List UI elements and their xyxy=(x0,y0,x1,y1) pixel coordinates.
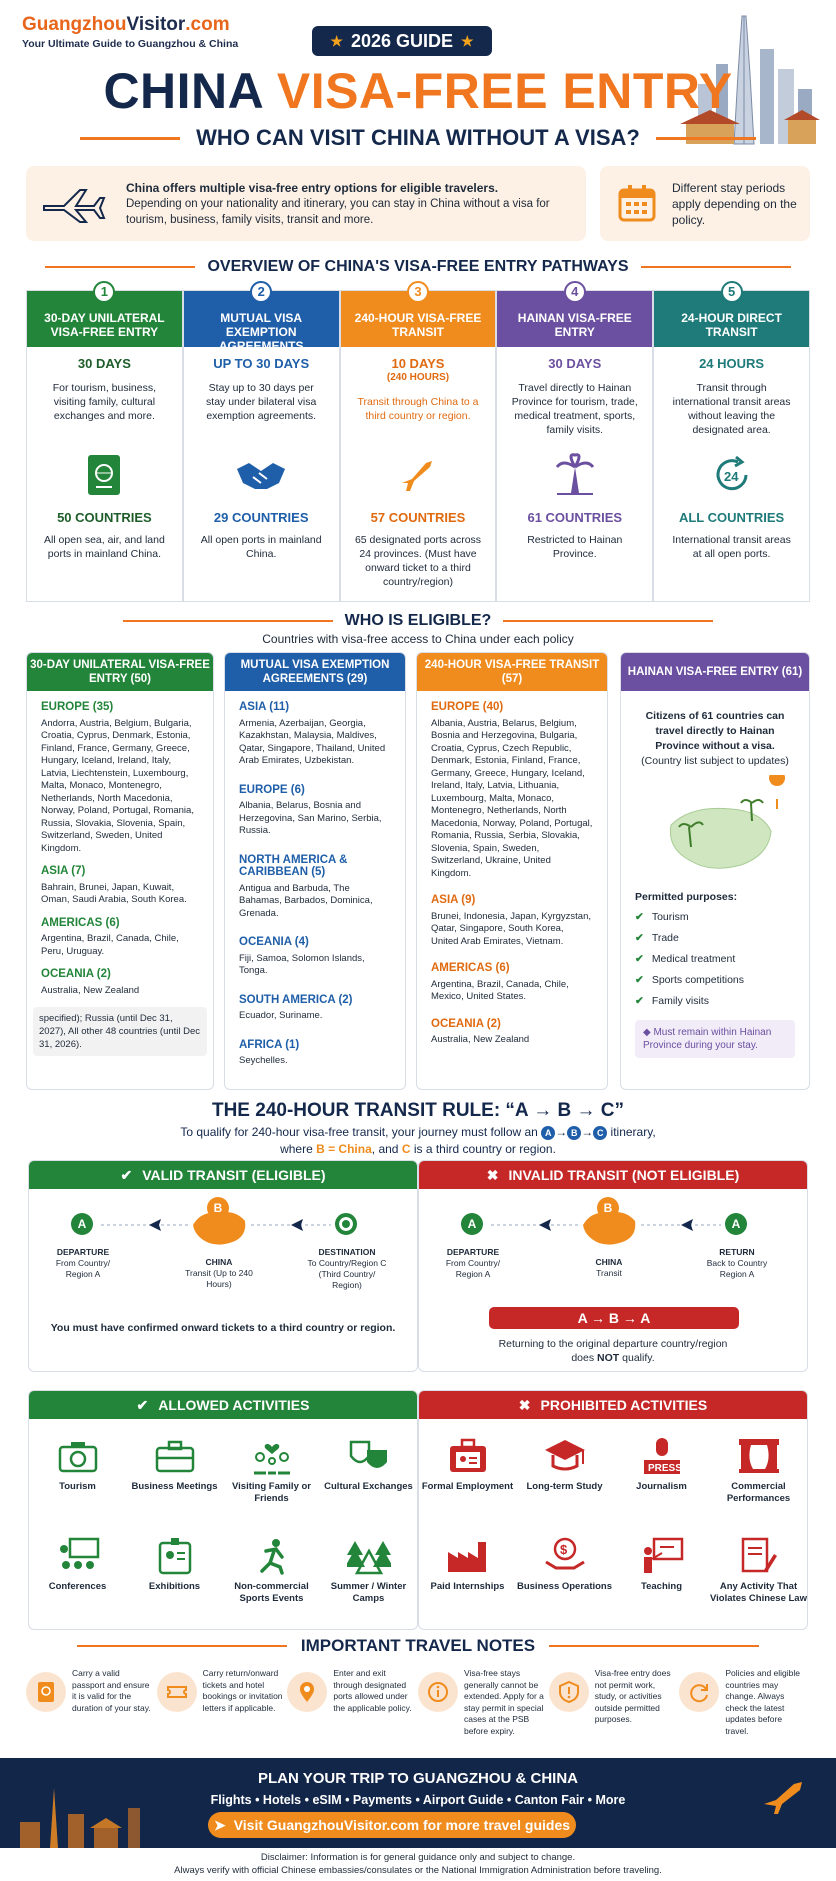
pathway-column xyxy=(183,284,340,602)
badge-icon xyxy=(157,1537,193,1575)
intro-text: Depending on your nationality and itinerary, you can stay in China without a visa for tourism, business, family visits, transit and more. xyxy=(126,198,550,226)
check-icon: ✔ xyxy=(635,974,644,986)
validity-note: specified); Russia (until Dec 31, 2027), All other 48 countries (until Dec 31, 2026). xyxy=(33,1007,207,1056)
allowed-activities-box: ✔ ALLOWED ACTIVITIES Tourism Business Meetings Visiting Family or Friends Cultural Exchanges Conferences Exhibitions Non-commercial Sports Events Summer / Winter Camps xyxy=(28,1390,418,1630)
country-list: Australia, New Zealand xyxy=(41,984,140,996)
pathway-desc: Transit through China to a third country or region. xyxy=(357,396,479,422)
region-label: AMERICAS (6) xyxy=(431,962,510,974)
node-c xyxy=(335,1213,357,1235)
pathway-days: 10 DAYS xyxy=(391,356,445,371)
intro-bold: China offers multiple visa-free entry options for eligible travelers. xyxy=(126,181,499,195)
site-logo[interactable]: GuangzhouVisitor.com xyxy=(22,14,230,35)
purpose-item: ✔ Family visits xyxy=(635,991,795,1012)
pathway-title: 30-DAY UNILATERAL VISA-FREE ENTRY xyxy=(27,291,182,347)
pathway-ports: All open ports in mainland China. xyxy=(200,534,322,560)
pin-icon: ➤ xyxy=(213,1816,226,1833)
note-item: Enter and exit through designated ports allowed under the applicable policy. xyxy=(287,1668,418,1750)
node-a: A xyxy=(71,1213,93,1235)
pathway-column xyxy=(26,284,183,602)
page-title: CHINA VISA-FREE ENTRY xyxy=(103,63,733,119)
check-icon: ✔ xyxy=(635,932,644,944)
purpose-item: ✔ Medical treatment xyxy=(635,949,795,970)
pathway-title: 24-HOUR DIRECT TRANSIT xyxy=(654,291,809,347)
hainan-map-illustration xyxy=(631,775,801,880)
pathway-number: 3 xyxy=(407,281,429,303)
location-pin-icon xyxy=(296,1681,318,1703)
passport-icon xyxy=(35,1681,57,1703)
country-list: Brunei, Indonesia, Japan, Kyrgyzstan, Qatar, Singapore, South Korea, United Arab Emirates, Vietnam. xyxy=(431,910,592,947)
id-card-briefcase-icon xyxy=(448,1438,488,1474)
region-label: NORTH AMERICA & CARIBBEAN (5) xyxy=(239,853,348,878)
eligibility-card-unilateral xyxy=(26,652,214,1090)
pathways-table xyxy=(26,284,810,602)
china-label: CHINA Transit (Up to 240 Hours) xyxy=(185,1257,253,1289)
route-arrow xyxy=(491,1213,581,1237)
card-title: MUTUAL VISA EXEMPTION AGREEMENTS (29) xyxy=(225,653,405,691)
destination-label: DESTINATION To Country/Region C (Third Country/ Region) xyxy=(307,1247,387,1290)
notes-title: IMPORTANT TRAVEL NOTES xyxy=(0,1636,836,1656)
prohibited-activities-box: ✖ PROHIBITED ACTIVITIES Formal Employment Long-term Study PRESS Journalism Commercial Performances Paid Internships $ Business Operations Teaching Any Activity That Violates Chinese Law xyxy=(418,1390,808,1630)
check-icon: ✔ xyxy=(635,953,644,965)
theater-masks-icon xyxy=(347,1438,391,1474)
eligibility-card-transit xyxy=(416,652,608,1090)
teacher-board-icon xyxy=(640,1537,684,1575)
country-list: Bahrain, Brunei, Japan, Kuwait, Oman, Saudi Arabia, South Korea. xyxy=(41,881,187,905)
pathway-column xyxy=(653,284,810,602)
activity-item: Paid Internships xyxy=(419,1531,516,1627)
pathway-days: 24 HOURS xyxy=(699,356,765,371)
airplane-icon xyxy=(40,184,108,224)
intro-box xyxy=(26,166,586,241)
region-label: SOUTH AMERICA (2) xyxy=(239,993,353,1006)
money-hands-icon xyxy=(544,1536,586,1576)
factory-icon xyxy=(446,1538,490,1574)
region-label: AFRICA (1) xyxy=(239,1038,300,1051)
note-item: Visa-free stays generally cannot be extended. Apply for a stay permit in special cases at the PSB before expiry. xyxy=(418,1668,549,1750)
note-item: Policies and eligible countries may change. Always check the latest updates before travel. xyxy=(679,1668,810,1750)
region-label: EUROPE (6) xyxy=(239,783,305,796)
activity-item: Cultural Exchanges xyxy=(320,1431,417,1527)
overview-title: OVERVIEW OF CHINA'S VISA-FREE ENTRY PATHWAYS xyxy=(0,258,836,276)
pathway-count: 50 COUNTRIES xyxy=(57,510,152,525)
pathway-title: HAINAN VISA-FREE ENTRY xyxy=(497,291,652,347)
pathway-number: 5 xyxy=(721,281,743,303)
activity-item: Tourism xyxy=(29,1431,126,1527)
guide-badge: ★ 2026 GUIDE ★ xyxy=(312,26,492,56)
purposes-title: Permitted purposes: xyxy=(635,890,738,903)
card-title: 240-HOUR VISA-FREE TRANSIT (57) xyxy=(417,653,607,691)
document-pen-icon xyxy=(740,1536,778,1576)
activity-item: Exhibitions xyxy=(126,1531,223,1627)
country-list: Australia, New Zealand xyxy=(431,1034,530,1045)
x-circle-icon: ✖ xyxy=(486,1166,499,1183)
region-label: AMERICAS (6) xyxy=(41,916,120,929)
stay-text: Different stay periods apply depending on the policy. xyxy=(672,181,797,227)
city-silhouette-illustration xyxy=(20,1778,150,1848)
pathway-days: 30 DAYS xyxy=(77,356,131,371)
pin-icon: ◆ xyxy=(643,1027,654,1038)
activity-item: Non-commercial Sports Events xyxy=(223,1531,320,1627)
region-label: EUROPE (40) xyxy=(431,701,504,713)
travel-notes xyxy=(26,1668,810,1750)
x-circle-icon: ✖ xyxy=(518,1396,531,1413)
country-list: Armenia, Azerbaijan, Georgia, Kazakhstan, Malaysia, Maldives, Qatar, Singapore, Thailand, United Arab Emirates, Uzbekistan. xyxy=(239,717,386,766)
pathway-desc: Stay up to 30 days per stay under bilateral visa exemption agreements. xyxy=(206,382,317,422)
check-icon: ✔ xyxy=(635,995,644,1007)
stay-period-box xyxy=(600,166,810,241)
family-icon xyxy=(250,1437,294,1475)
handshake-icon xyxy=(235,457,287,493)
pathway-desc: Transit through international transit areas without leaving the designated area. xyxy=(672,382,791,436)
invalid-transit-box: ✖ INVALID TRANSIT (NOT ELIGIBLE) A B A DEPARTURE From Country/ Region A CHINA Transit RETURN Back to Country Region A A → B → A Returning to the original departure country/region does NOT qualify. xyxy=(418,1160,808,1372)
pathway-title: MUTUAL VISA EXEMPTION AGREEMENTS xyxy=(184,291,339,347)
region-label: EUROPE (35) xyxy=(41,701,114,713)
pathway-ports: Restricted to Hainan Province. xyxy=(527,534,623,560)
footer-title: PLAN YOUR TRIP TO GUANGZHOU & CHINA xyxy=(257,1770,579,1787)
palm-island-icon xyxy=(553,453,597,497)
country-list: Argentina, Brazil, Canada, Chile, Mexico, United States. xyxy=(431,978,569,1002)
pathway-count: 29 COUNTRIES xyxy=(213,510,309,525)
press-microphone-icon xyxy=(640,1436,684,1476)
country-list: Fiji, Samoa, Solomon Islands, Tonga. xyxy=(239,952,365,976)
pathway-desc: For tourism, business, visiting family, cultural exchanges and more. xyxy=(52,382,157,422)
route-arrow xyxy=(101,1213,191,1237)
site-tagline: Your Ultimate Guide to Guangzhou & China xyxy=(22,38,239,50)
country-list: Argentina, Brazil, Canada, Chile, Peru, Uruguay. xyxy=(41,933,179,957)
activity-item: Business Meetings xyxy=(126,1431,223,1527)
graduation-cap-icon xyxy=(543,1438,587,1474)
pathway-ports: International transit areas at all open ports. xyxy=(672,534,791,560)
pathway-count: 61 COUNTRIES xyxy=(527,510,623,525)
pathway-title: 240-HOUR VISA-FREE TRANSIT xyxy=(341,291,496,347)
ticket-icon xyxy=(166,1681,188,1703)
purpose-item: ✔ Tourism xyxy=(635,907,795,928)
pathway-count: 57 COUNTRIES xyxy=(370,510,466,525)
eligibility-card-hainan xyxy=(620,652,810,1090)
region-label: ASIA (7) xyxy=(41,865,86,877)
pathway-number: 4 xyxy=(564,281,586,303)
pathway-days: 30 DAYS xyxy=(548,356,602,371)
footer-links[interactable]: Flights • Hotels • eSIM • Payments • Airport Guide • Canton Fair • More xyxy=(210,1793,626,1807)
tent-trees-icon xyxy=(347,1537,391,1575)
china-label: CHINA Transit xyxy=(595,1257,623,1278)
pathway-column xyxy=(496,284,653,602)
region-label: ASIA (11) xyxy=(239,701,290,713)
activity-item: Any Activity That Violates Chinese Law xyxy=(710,1531,807,1627)
star-icon: ★ xyxy=(330,32,343,49)
refresh-icon xyxy=(688,1681,710,1703)
country-list: Ecuador, Suriname. xyxy=(239,1010,323,1021)
valid-transit-box: ✔ VALID TRANSIT (ELIGIBLE) A B DEPARTURE From Country/ Region A CHINA Transit (Up to 240 Hours) DESTINATION To Country/Region C (Third Country/ Region) You must have confirmed onward tickets to a third country or region. xyxy=(28,1160,418,1372)
pathway-number: 1 xyxy=(93,281,115,303)
region-label: OCEANIA (2) xyxy=(431,1017,501,1030)
check-circle-icon: ✔ xyxy=(120,1166,133,1183)
country-list: Seychelles. xyxy=(239,1055,288,1066)
briefcase-icon xyxy=(155,1439,195,1473)
note-item: Carry return/onward tickets and hotel bookings or invitation letters if applicable. xyxy=(157,1668,288,1750)
warning-shield-icon xyxy=(558,1681,580,1703)
country-list: Albania, Belarus, Bosnia and Herzegovina, San Marino, Serbia, Russia. xyxy=(239,800,382,836)
route-arrow xyxy=(251,1213,331,1237)
activity-item: Teaching xyxy=(613,1531,710,1627)
invalid-transit-note: Returning to the original departure country/region does NOT qualify. xyxy=(498,1338,728,1364)
page-subtitle: WHO CAN VISIT CHINA WITHOUT A VISA? xyxy=(0,125,836,151)
return-label: RETURN Back to Country Region A xyxy=(706,1247,768,1279)
country-list: Antigua and Barbuda, The Bahamas, Barbados, Dominica, Grenada. xyxy=(239,882,373,919)
pathway-number: 2 xyxy=(250,281,272,303)
region-label: OCEANIA (4) xyxy=(239,936,309,948)
activity-item: Conferences xyxy=(29,1531,126,1627)
country-list: Andorra, Austria, Belgium, Bulgaria, Croatia, Cyprus, Denmark, Estonia, Finland, France, Germany, Greece, Hungary, Iceland, Ireland, Italy, Latvia, Liechtenstein, Luxembourg, Malta, Monaco, Montenegro, Netherlands, North Macedonia, Norway, Poland, Portugal, Romania, Russia, Slovakia, Slovenia, Spain, Switzerland, Sweden, United Kingdom. xyxy=(41,717,194,854)
activity-item: Summer / Winter Camps xyxy=(320,1531,417,1627)
visit-website-button[interactable]: ➤ Visit GuangzhouVisitor.com for more travel guides xyxy=(208,1812,576,1838)
purpose-item: ✔ Trade xyxy=(635,928,795,949)
camera-icon xyxy=(58,1439,98,1473)
note-item: Carry a valid passport and ensure it is valid for the duration of your stay. xyxy=(26,1668,157,1750)
purposes-list xyxy=(635,907,795,1012)
card-title: 30-DAY UNILATERAL VISA-FREE ENTRY (50) xyxy=(27,653,213,691)
route-arrow xyxy=(641,1213,721,1237)
passport-icon xyxy=(86,453,122,497)
activity-item: Formal Employment xyxy=(419,1431,516,1527)
aba-route-badge: A → B → A xyxy=(489,1307,739,1329)
eligible-title: WHO IS ELIGIBLE? xyxy=(0,612,836,630)
disclaimer: Disclaimer: Information is for general guidance only and subject to change. Always verify with official Chinese embassies/consulates or the National Immigration Administration before traveling. xyxy=(0,1848,836,1881)
svg-text:PRESS: PRESS xyxy=(647,1463,682,1474)
activity-item: PRESS Journalism xyxy=(613,1431,710,1527)
note-item: Visa-free entry does not permit work, study, or activities outside permitted purposes. xyxy=(549,1668,680,1750)
check-icon: ✔ xyxy=(635,911,644,923)
svg-text:24: 24 xyxy=(723,469,739,484)
running-icon xyxy=(252,1537,292,1575)
pathway-days-sub: (240 HOURS) xyxy=(386,372,450,383)
activity-item: Visiting Family or Friends xyxy=(223,1431,320,1527)
svg-text:$: $ xyxy=(559,1542,567,1557)
hainan-restriction-note: ◆ Must remain within Hainan Province during your stay. xyxy=(635,1020,795,1058)
stage-curtain-icon xyxy=(737,1437,781,1475)
activity-item: Long-term Study xyxy=(516,1431,613,1527)
activity-item: Commercial Performances xyxy=(710,1431,807,1527)
clock-24-icon xyxy=(710,453,754,497)
departure-label: DEPARTURE From Country/ Region A xyxy=(445,1247,501,1279)
activity-item: $ Business Operations xyxy=(516,1531,613,1627)
hainan-intro-sub: (Country list subject to updates) xyxy=(641,755,789,767)
eligibility-card-mutual xyxy=(224,652,406,1090)
transit-rule-title: THE 240-HOUR TRANSIT RULE: “A → B → C” xyxy=(211,1100,625,1121)
valid-transit-note: You must have confirmed onward tickets to a third country or region. xyxy=(50,1322,396,1334)
star-icon: ★ xyxy=(461,32,474,49)
transit-rule-text: To qualify for 240-hour visa-free transit, your journey must follow an A → B → C itinerary, where B = China, and C is a third country or region. xyxy=(180,1125,656,1156)
pathway-ports: All open sea, air, and land ports in mainland China. xyxy=(43,534,165,560)
node-a: A xyxy=(461,1213,483,1235)
departure-label: DEPARTURE From Country/ Region A xyxy=(55,1247,111,1279)
node-b: B xyxy=(207,1197,229,1219)
purpose-item: ✔ Sports competitions xyxy=(635,970,795,991)
pathway-desc: Travel directly to Hainan Province for tourism, trade, medical treatment, sports, family visits. xyxy=(511,382,638,436)
node-b: B xyxy=(597,1197,619,1219)
airplane-icon xyxy=(396,453,440,497)
region-label: ASIA (9) xyxy=(431,894,476,906)
hainan-intro: Citizens of 61 countries can travel directly to Hainan Province without a visa. xyxy=(645,710,785,752)
presentation-icon xyxy=(56,1537,100,1575)
pathway-ports: 65 designated ports across 24 provinces. (Must have onward ticket to a third country/region) xyxy=(354,534,482,588)
region-label: OCEANIA (2) xyxy=(41,968,111,980)
pathway-column xyxy=(340,284,497,602)
calendar-icon xyxy=(618,184,656,222)
check-circle-icon: ✔ xyxy=(136,1396,149,1413)
pathway-count: ALL COUNTRIES xyxy=(678,510,785,525)
country-list: Albania, Austria, Belarus, Belgium, Bosnia and Herzegovina, Bulgaria, Croatia, Cyprus, Czech Republic, Denmark, Estonia, Finland, France, Germany, Greece, Hungary, Iceland, Ireland, Italy, Latvia, Lithuania, Luxembourg, Malta, Monaco, Montenegro, Netherlands, North Macedonia, Norway, Poland, Portugal, Romania, Russia, Serbia, Slovakia, Slovenia, Spain, Sweden, Switzerland, Ukraine, United Kingdom. xyxy=(431,717,593,879)
node-a-return: A xyxy=(725,1213,747,1235)
eligible-subtitle: Countries with visa-free access to China under each policy xyxy=(262,632,574,646)
pathway-days: UP TO 30 DAYS xyxy=(213,356,310,371)
card-title: HAINAN VISA-FREE ENTRY (61) xyxy=(621,653,809,691)
info-clock-icon xyxy=(427,1681,449,1703)
